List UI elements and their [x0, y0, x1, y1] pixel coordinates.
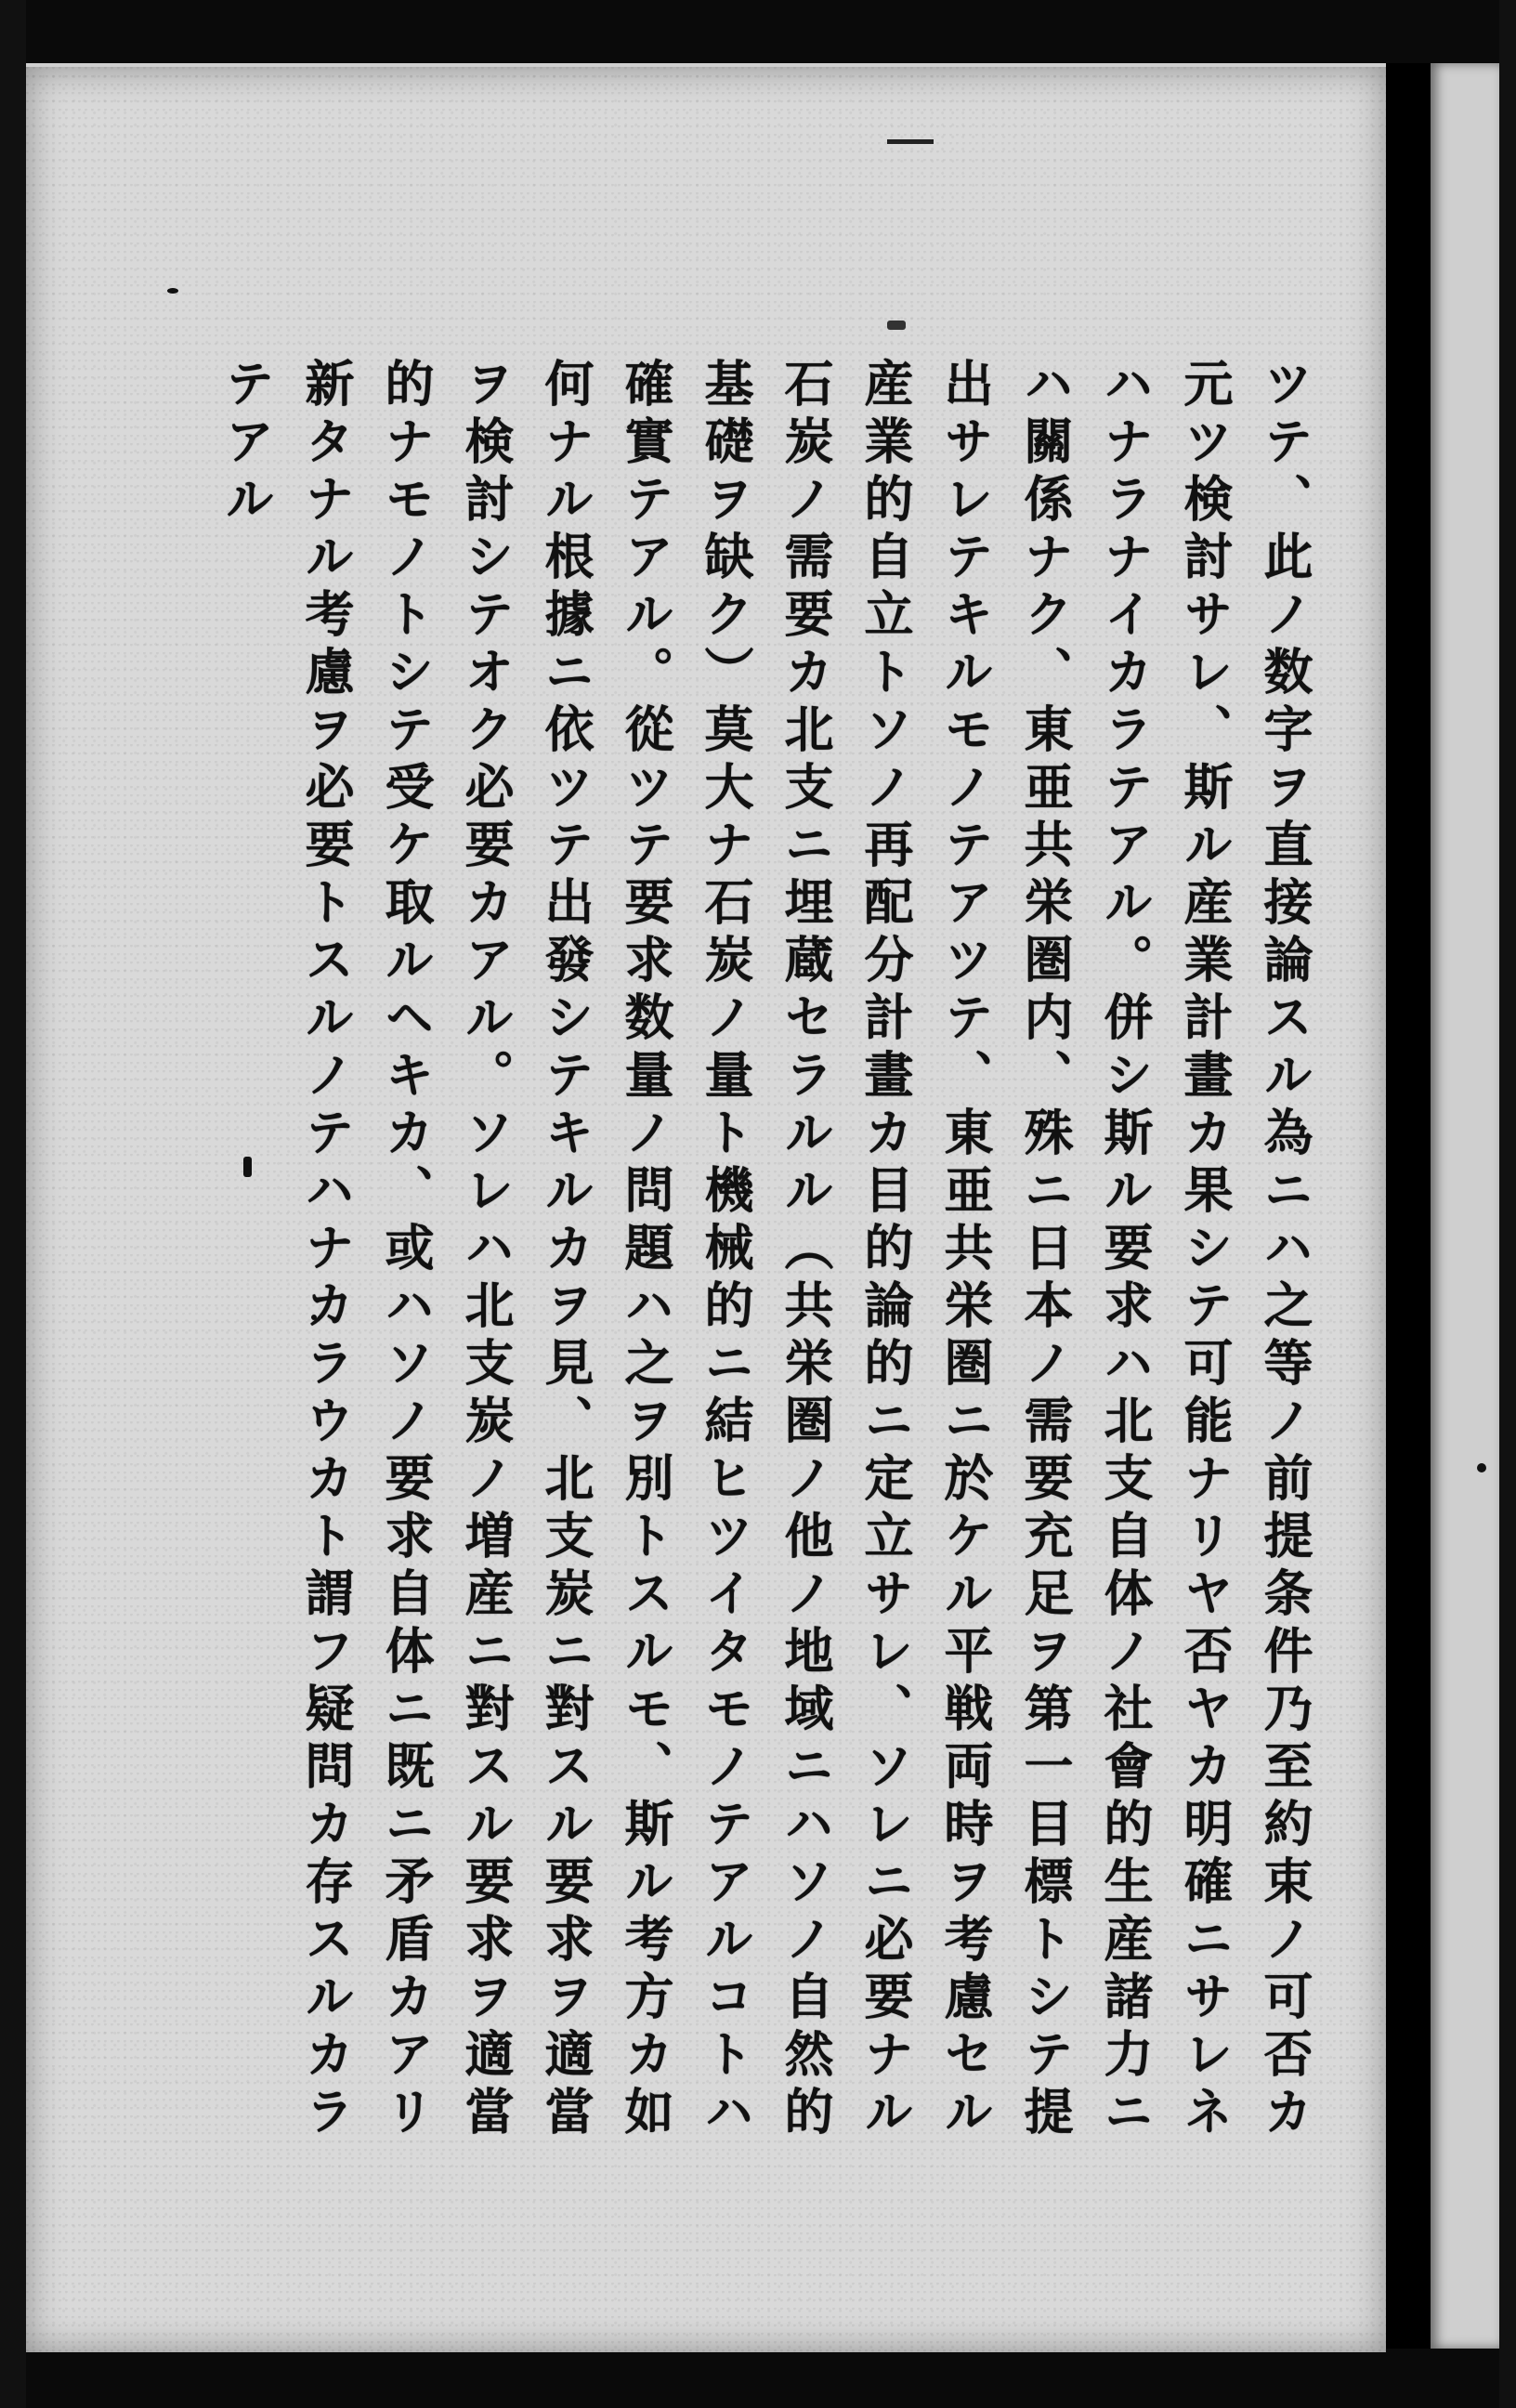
vertical-text-block: [217, 358, 1324, 2211]
text-column: 元ツ検討サレ、斯ル産業計畫カ果シテ可能ナリヤ否ヤカ明確ニサレネ: [1176, 358, 1234, 2143]
top-ink-mark: [887, 321, 906, 330]
text-column: テアル: [217, 358, 275, 530]
ink-speck: [1477, 1463, 1486, 1472]
scan-left-edge: [0, 0, 26, 2408]
adjacent-page-edge: [1431, 63, 1499, 2349]
text-column: 的ナモノトシテ受ケ取ルヘキカ、或ハソノ要求自体ニ既ニ矛盾カアリ: [377, 358, 435, 2143]
text-column: 新タナル考慮ヲ必要トスルノテハナカラウカト謂フ疑問カ存スルカラ: [297, 358, 355, 2143]
text-column: 何ナル根據ニ依ツテ出發シテキルカヲ見、北支炭ニ對スル要求ヲ適當: [537, 358, 595, 2143]
page-number-mark: [887, 113, 934, 144]
text-column: 基礎ヲ缺ク）莫大ナ石炭ノ量ト機械的ニ結ヒツイタモノテアルコトハ: [697, 358, 754, 2143]
scan-right-edge: [1499, 0, 1516, 2408]
ink-speck: [167, 288, 178, 294]
text-column: 石炭ノ需要カ北支ニ埋蔵セラルル（共栄圏ノ他ノ地域ニハソノ自然的: [777, 358, 834, 2143]
text-column: 確實テアル。從ツテ要求数量ノ問題ハ之ヲ別トスルモ、斯ル考方カ如: [617, 358, 674, 2143]
text-column: ハナラナイカラテアル。併シ斯ル要求ハ北支自体ノ社會的生産諸力ニ: [1096, 358, 1154, 2143]
text-column: ツテ、此ノ数字ヲ直接論スル為ニハ之等ノ前提条件乃至約束ノ可否カ: [1256, 358, 1313, 2143]
text-column: 出サレテキルモノテアツテ、東亜共栄圏ニ於ケル平戦両時ヲ考慮セル: [936, 358, 994, 2143]
book-binding: [1386, 63, 1431, 2349]
text-column: ヲ検討シテオク必要カアル。ソレハ北支炭ノ増産ニ對スル要求ヲ適當: [457, 358, 515, 2143]
text-column: 産業的自立トソノ再配分計畫カ目的論的ニ定立サレ、ソレニ必要ナル: [856, 358, 914, 2143]
text-column: ハ關係ナク、東亜共栄圏内、殊ニ日本ノ需要充足ヲ第一目標トシテ提: [1016, 358, 1074, 2143]
